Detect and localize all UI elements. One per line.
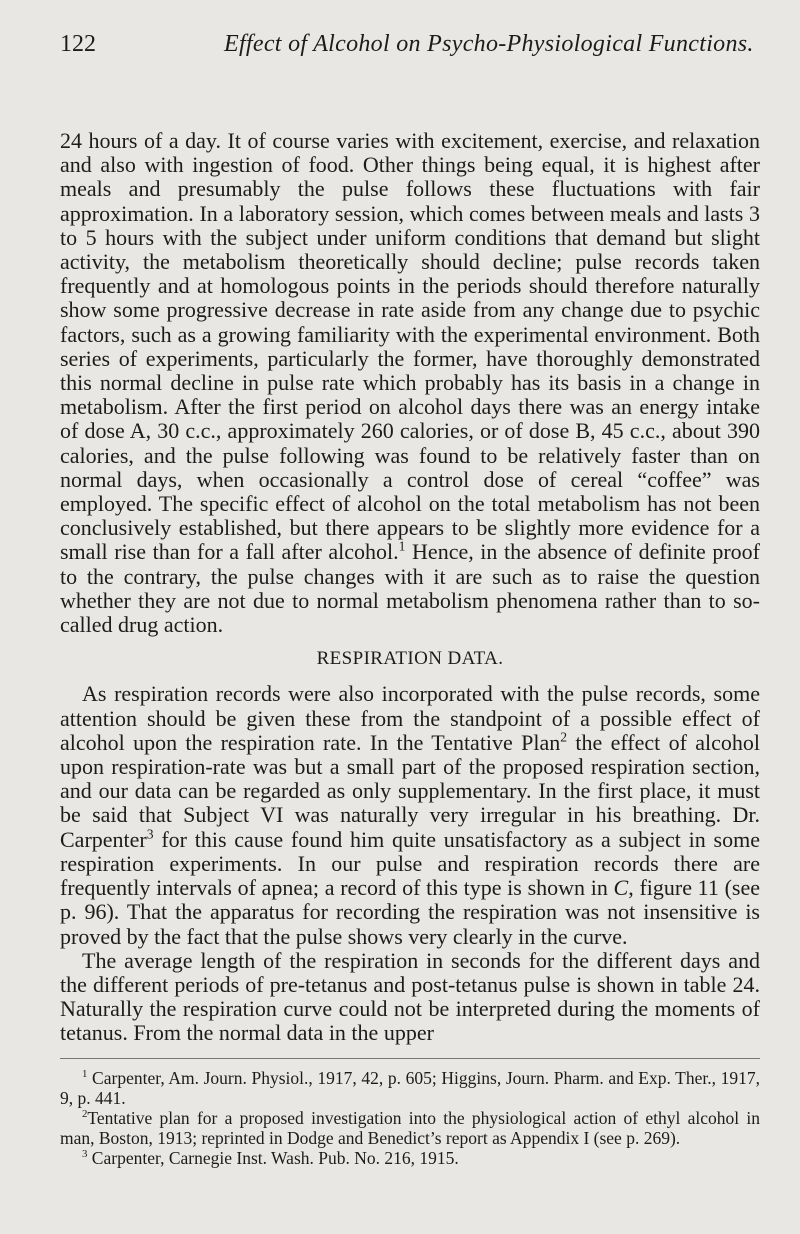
section-heading: RESPIRATION DATA.: [316, 648, 504, 670]
footnote-3: [60, 1148, 760, 1168]
paragraph-table-24: The average length of the respiration in seconds for the different days and the different periods of pre-tetanus and post-tetanus pulse is shown in table 24. Naturally the respiration curve could not be interpreted during the moments of tetanus. From the normal data in the upper: [60, 947, 760, 1046]
paragraph-text: As respiration records were also incorporated with the pulse records, some attention should be given these from the standpoint of a possible effect of alcohol upon the respiration rate. In the Tentative Plan: [60, 681, 760, 755]
paragraph-text: 24 hours of a day. It of course varies with excitement, exercise, and relaxation and also with ingestion of food. Other things being equal, it is highest after meals and presumably the pulse follows these fluctuations with fair approximation. In a laboratory session, which comes between meals and lasts 3 to 5 hours with the subject under uniform conditions that demand but slight activity, the metabolism theoretically should decline; pulse records taken frequently and at homologous points in the periods should therefore naturally show some progressive decrease in rate aside from any change due to psychic factors, such as a growing familiarity with the experimental environment. Both series of experiments, particularly the former, have thoroughly demonstrated this normal decline in pulse rate which probably has its basis in a change in metabolism. After the first period on alcohol days there was an energy intake of dose A, 30 c.c., approximately 260 calories, or of dose B, 45 c.c., about 390 calories, and the pulse following was found to be relatively faster than on normal days, when occasionally a control dose of cereal “coffee” was employed. The specific effect of alcohol on the total metabolism has not been conclusively established, but there appears to be slightly more evidence for a small rise than for a fall after alcohol.: [60, 128, 760, 565]
running-title: Effect of Alcohol on Psycho-Physiological Functions.: [224, 31, 754, 57]
footnote-2: [60, 1108, 760, 1148]
footnote-ref-3: 3: [146, 826, 154, 842]
paragraph-text: the effect of alcohol upon respiration-rate was but a small part of the proposed respiration section, and our data can be regarded as only supplementary. In the first place, it must be said that Subject VI was naturally very irregular in his breathing. Dr. Carpenter: [60, 729, 760, 852]
footnote-mark: 2: [82, 1108, 88, 1121]
page-number: 122: [60, 31, 96, 57]
paragraph-text: , figure 11 (see p. 96). That the apparatus for recording the respiration was not insensitive is proved by the fact that the pulse shows very clearly in the curve.: [60, 875, 760, 949]
footnote-mark: 3: [82, 1148, 88, 1161]
body-text: [60, 129, 760, 1046]
paragraph-respiration: [60, 682, 760, 948]
paragraph-text: Hence, in the absence of definite proof to the contrary, the pulse changes with it are such as to raise the question whether they are not due to normal metabolism phenomena rather than to so-called drug action.: [60, 539, 760, 638]
footnotes: [60, 1068, 760, 1168]
paragraph-text: for this cause found him quite unsatisfactory as a subject in some respiration experiments. In our pulse and respiration records there are frequently intervals of apnea; a record of this type is shown in: [60, 826, 760, 901]
footnote-ref-2: 2: [560, 729, 568, 745]
footnote-1: [60, 1068, 760, 1108]
footnote-ref-1: 1: [398, 539, 406, 555]
figure-label: C: [613, 875, 629, 901]
footnote-text: Tentative plan for a proposed investigation into the physiological action of ethyl alcohol in man, Boston, 1913; reprinted in Dodge and Benedict’s report as Appendix I (see p. 269).: [60, 1108, 760, 1148]
paragraph-pulse-metabolism: [60, 129, 760, 637]
footnote-text: Carpenter, Carnegie Inst. Wash. Pub. No. 216, 1915.: [87, 1148, 459, 1168]
footnote-mark: 1: [82, 1068, 88, 1081]
footnote-divider: [60, 1058, 760, 1059]
footnote-text: Carpenter, Am. Journ. Physiol., 1917, 42, p. 605; Higgins, Journ. Pharm. and Exp. Ther., 1917, 9, p. 441.: [60, 1068, 760, 1108]
